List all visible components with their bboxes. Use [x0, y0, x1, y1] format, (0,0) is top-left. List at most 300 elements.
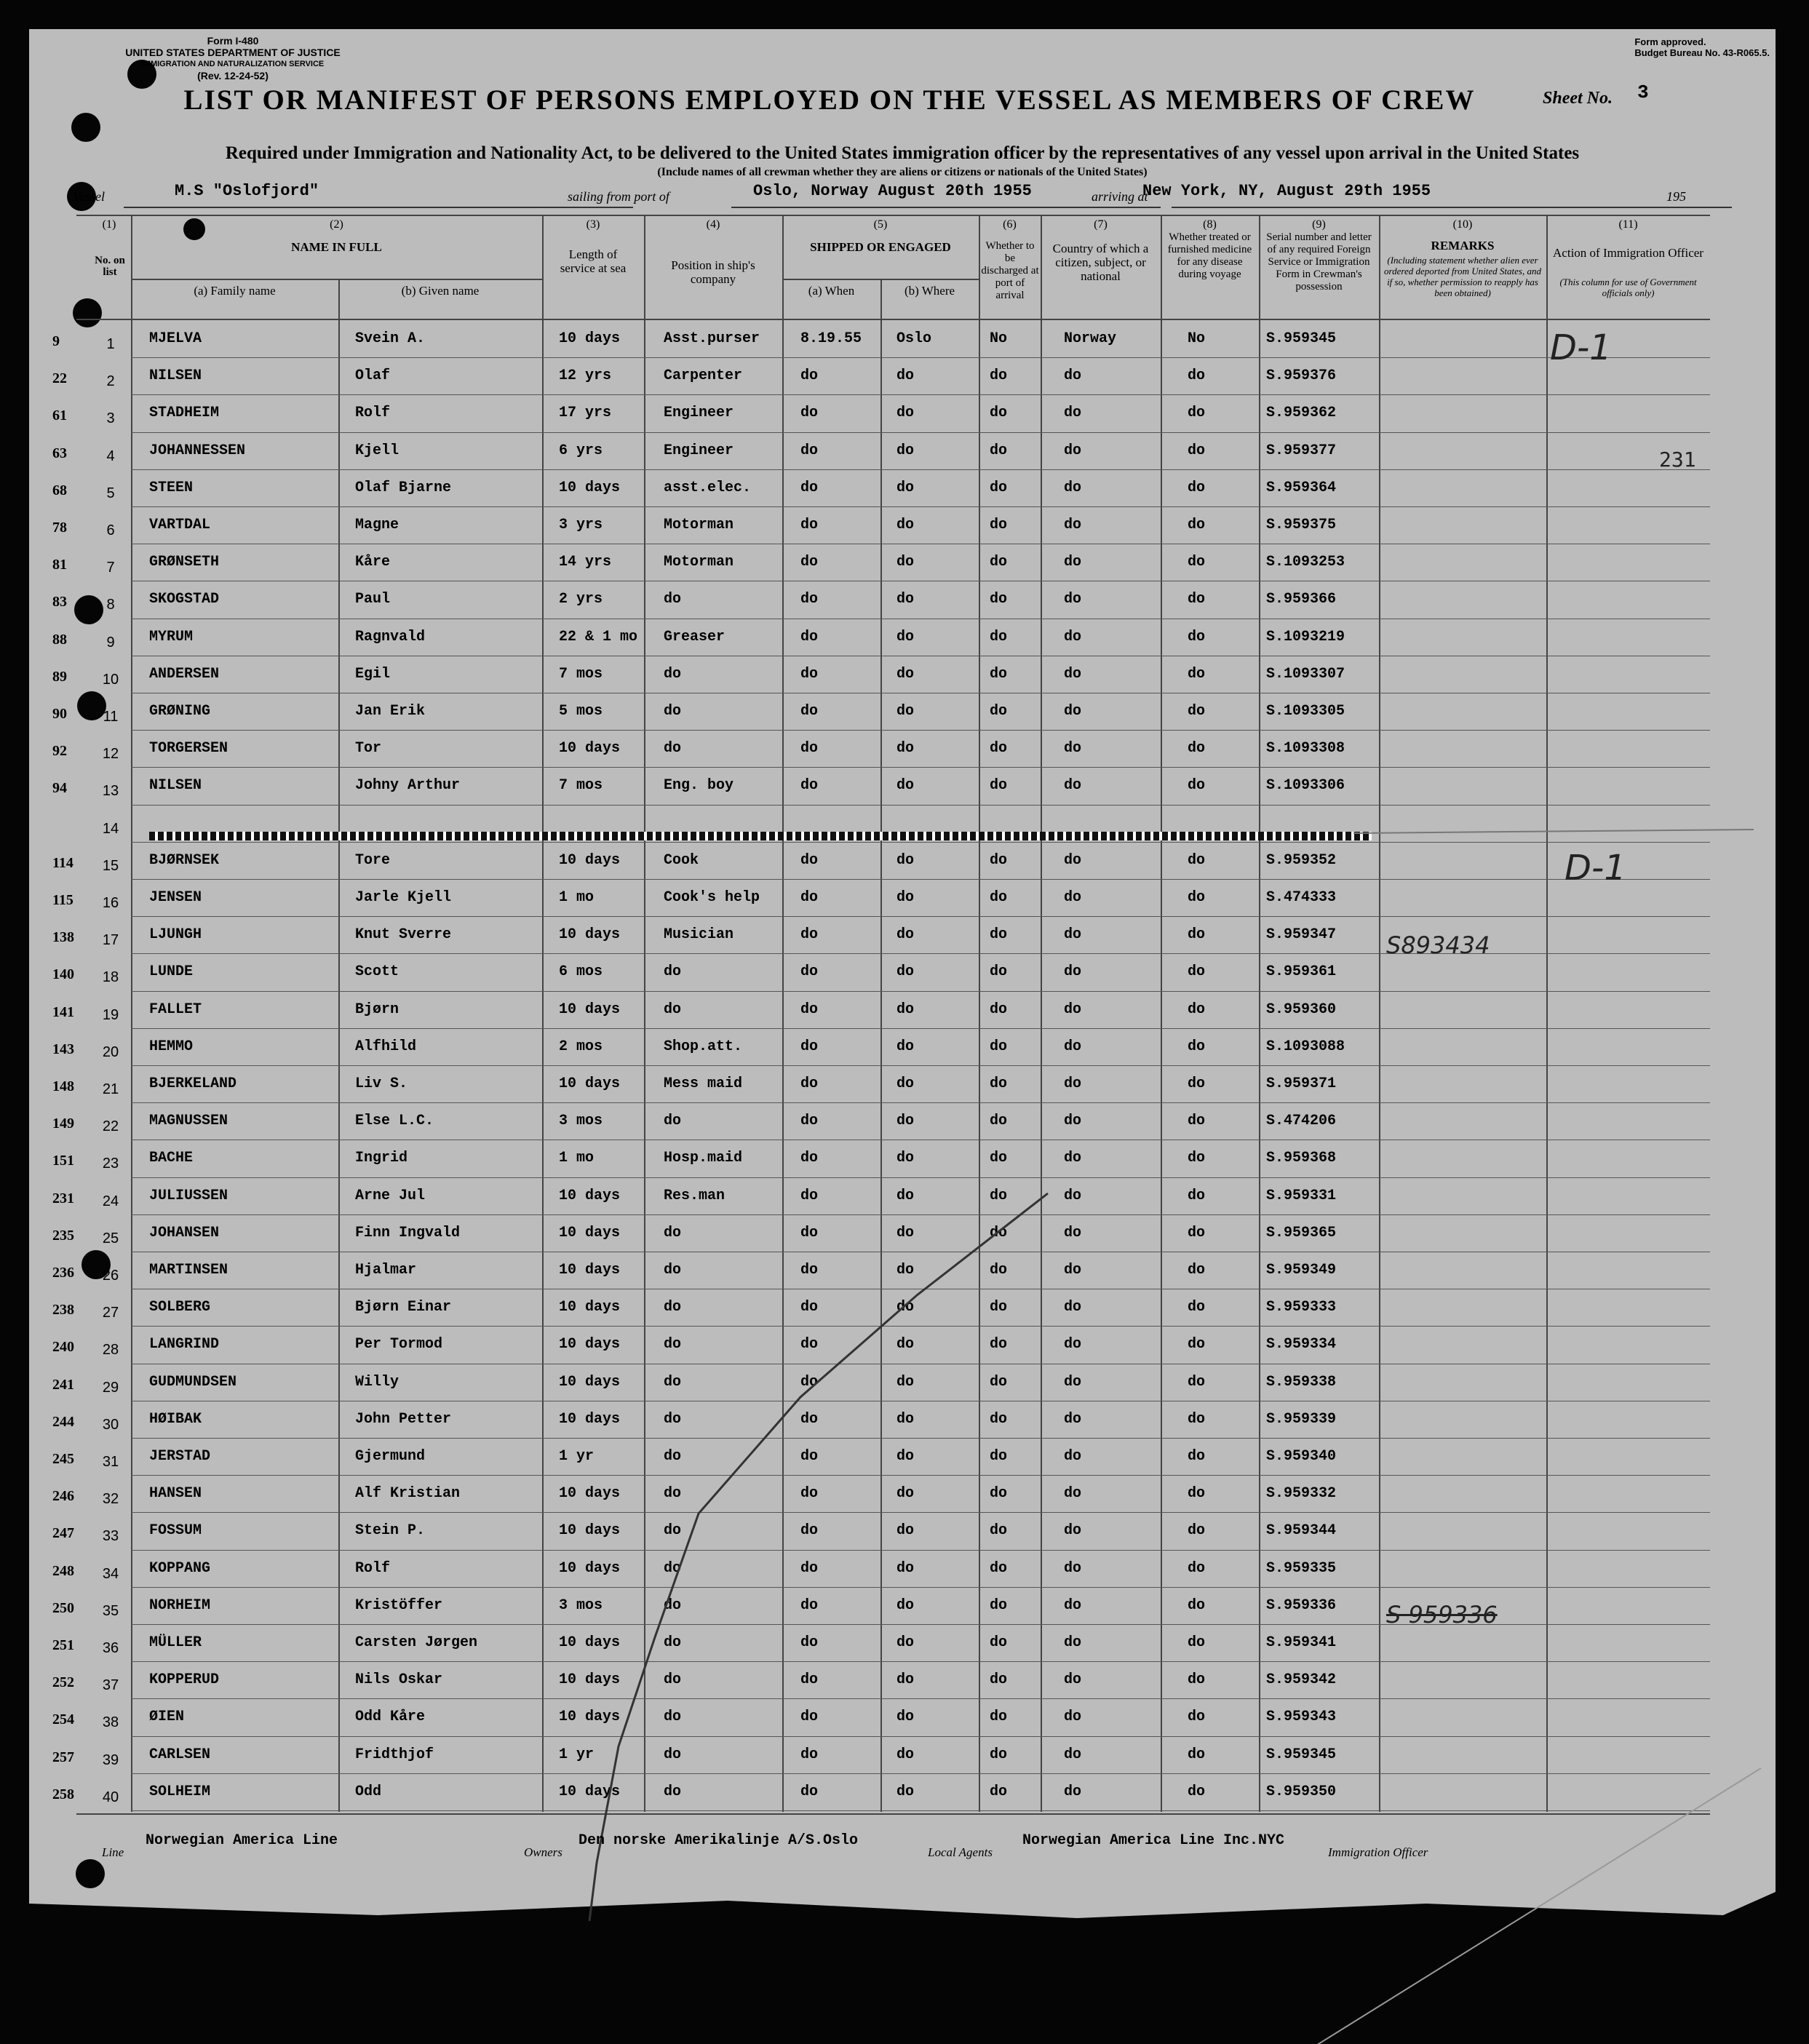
margin-number: 78	[52, 520, 67, 536]
cell-when: do	[800, 926, 819, 944]
cell-med: do	[1188, 1485, 1206, 1503]
footer-line-value: Norwegian America Line	[146, 1832, 338, 1849]
cell-when: do	[800, 554, 819, 571]
cell-country: do	[1064, 1299, 1082, 1316]
cell-med: do	[1188, 777, 1206, 795]
line-number: 4	[106, 448, 115, 464]
handwritten-d1-top: D-1	[1550, 327, 1612, 368]
cell-position: Engineer	[664, 405, 734, 422]
cell-given: Paul	[355, 591, 391, 608]
cell-position: Carpenter	[664, 367, 743, 385]
cell-position: do	[664, 1262, 682, 1279]
line-number: 21	[102, 1081, 119, 1097]
cell-family: ANDERSEN	[149, 665, 220, 683]
cell-family: SOLBERG	[149, 1299, 211, 1316]
footer-agents-value: Norwegian America Line Inc.NYC	[1022, 1832, 1285, 1849]
cell-med: do	[1188, 1596, 1206, 1614]
cell-when: do	[800, 1559, 819, 1577]
col11-note: (This column for use of Government officials only)	[1559, 277, 1697, 298]
cell-disch: do	[990, 1038, 1008, 1055]
cell-disch: do	[990, 479, 1008, 496]
cell-country: do	[1064, 963, 1082, 981]
cell-position: do	[664, 1709, 682, 1726]
cell-service: 10 days	[559, 1485, 621, 1503]
cell-position: Eng. boy	[664, 777, 734, 795]
cell-med: do	[1188, 517, 1206, 533]
cell-service: 10 days	[559, 1262, 621, 1279]
cell-position: Cook	[664, 851, 699, 869]
cell-disch: do	[990, 1709, 1008, 1726]
col2b-header: (b) Given name	[401, 284, 480, 298]
line-number: 19	[102, 1006, 119, 1023]
handwritten-d1-mid: D-1	[1565, 848, 1626, 888]
col5-number: (5)	[873, 218, 888, 231]
cell-position: Asst.purser	[664, 330, 760, 347]
cell-given: Kristöffer	[355, 1596, 443, 1614]
cell-country: do	[1064, 442, 1082, 459]
sailing-value: Oslo, Norway August 20th 1955	[753, 182, 1032, 200]
line-number: 30	[102, 1416, 119, 1433]
cell-when: do	[800, 1336, 819, 1353]
cell-where: do	[896, 1559, 915, 1577]
cell-where: do	[896, 628, 915, 645]
cell-service: 10 days	[559, 1336, 621, 1353]
cell-where: Oslo	[896, 330, 932, 347]
cell-where: do	[896, 665, 915, 683]
cell-position: do	[664, 1373, 682, 1391]
col5a-header: (a) When	[808, 284, 855, 298]
cell-given: Magne	[355, 517, 399, 533]
col9-number: (9)	[1312, 218, 1326, 231]
cell-disch: do	[990, 628, 1008, 645]
cell-country: do	[1064, 1224, 1082, 1241]
cell-serial: S.959347	[1266, 926, 1337, 944]
cell-where: do	[896, 1001, 915, 1018]
cell-when: do	[800, 1299, 819, 1316]
cell-country: do	[1064, 1075, 1082, 1092]
cell-given: Ragnvald	[355, 628, 426, 645]
cell-when: do	[800, 1410, 819, 1428]
cell-position: Cook's help	[664, 889, 760, 906]
cell-given: Arne Jul	[355, 1187, 426, 1204]
cell-med: do	[1188, 1075, 1206, 1092]
footer-owners-value: Den norske Amerikalinje A/S.Oslo	[579, 1832, 859, 1849]
cell-country: do	[1064, 665, 1082, 683]
cell-family: VARTDAL	[149, 517, 211, 533]
cell-country: do	[1064, 1262, 1082, 1279]
col5b-header: (b) Where	[904, 284, 955, 298]
cell-disch: do	[990, 1671, 1008, 1689]
cell-given: Kåre	[355, 554, 391, 571]
cell-when: do	[800, 1596, 819, 1614]
cell-disch: do	[990, 554, 1008, 571]
cell-given: Liv S.	[355, 1075, 408, 1092]
page-subnote: (Include names of all crewman whether they are aliens or citizens or nationals of the United States)	[657, 166, 1148, 178]
cell-when: do	[800, 1671, 819, 1689]
cell-when: do	[800, 740, 819, 757]
margin-number: 115	[52, 892, 73, 908]
cell-disch: do	[990, 1336, 1008, 1353]
cell-given: Olaf Bjarne	[355, 479, 452, 496]
cell-family: STEEN	[149, 479, 194, 496]
cell-service: 10 days	[559, 1559, 621, 1577]
cell-service: 10 days	[559, 1671, 621, 1689]
cell-where: do	[896, 1448, 915, 1465]
cell-given: John Petter	[355, 1410, 452, 1428]
margin-number: 83	[52, 594, 67, 611]
cell-position: Hosp.maid	[664, 1150, 743, 1167]
col4-header: Position in ship's company	[671, 258, 755, 286]
cell-disch: do	[990, 1559, 1008, 1577]
sailing-label: sailing from port of	[568, 189, 669, 204]
margin-number: 149	[52, 1116, 74, 1132]
cell-disch: do	[990, 1299, 1008, 1316]
cell-serial: S.959364	[1266, 479, 1337, 496]
cell-family: LUNDE	[149, 963, 194, 981]
handwritten-serial-correction-35: S 959336	[1386, 1601, 1498, 1629]
line-number: 13	[102, 783, 119, 800]
cell-position: do	[664, 1485, 682, 1503]
cell-country: do	[1064, 591, 1082, 608]
cell-country: do	[1064, 1448, 1082, 1465]
cell-where: do	[896, 1336, 915, 1353]
cell-service: 10 days	[559, 1709, 621, 1726]
footer-line-label: Line	[102, 1845, 124, 1859]
cell-serial: S.959339	[1266, 1410, 1337, 1428]
col8-header: Whether treated or furnished medicine for any disease during voyage	[1167, 231, 1252, 280]
cell-med: do	[1188, 665, 1206, 683]
cell-service: 10 days	[559, 1075, 621, 1092]
cell-position: do	[664, 1448, 682, 1465]
cell-service: 2 yrs	[559, 591, 603, 608]
cell-when: do	[800, 889, 819, 906]
line-number: 29	[102, 1379, 119, 1396]
cell-service: 10 days	[559, 1187, 621, 1204]
cell-when: do	[800, 1001, 819, 1018]
cell-disch: do	[990, 1001, 1008, 1018]
margin-number: 246	[52, 1488, 74, 1505]
cell-where: do	[896, 851, 915, 869]
cell-disch: do	[990, 1187, 1008, 1204]
cell-when: do	[800, 963, 819, 981]
cell-family: CARLSEN	[149, 1746, 211, 1763]
cell-family: GRØNSETH	[149, 554, 220, 571]
cell-given: Bjørn	[355, 1001, 399, 1018]
cell-service: 10 days	[559, 740, 621, 757]
col3-header: Length of service at sea	[560, 247, 627, 275]
col10-note: (Including statement whether alien ever ordered deported from United States, and if so, whether permission to reapply has been obtained)	[1384, 255, 1541, 298]
margin-number: 254	[52, 1711, 74, 1728]
cell-where: do	[896, 1299, 915, 1316]
cell-med: do	[1188, 740, 1206, 757]
cell-where: do	[896, 442, 915, 459]
cell-position: do	[664, 1522, 682, 1540]
cell-where: do	[896, 1038, 915, 1055]
cell-med: do	[1188, 442, 1206, 459]
cell-given: Tor	[355, 740, 382, 757]
cell-country: do	[1064, 926, 1082, 944]
cell-family: GUDMUNDSEN	[149, 1373, 237, 1391]
cell-disch: do	[990, 665, 1008, 683]
cell-service: 10 days	[559, 1001, 621, 1018]
margin-number: 244	[52, 1413, 74, 1430]
line-number: 39	[102, 1751, 119, 1768]
margin-number: 63	[52, 445, 67, 461]
margin-number: 88	[52, 631, 67, 648]
cell-where: do	[896, 1634, 915, 1651]
cell-family: SOLHEIM	[149, 1783, 211, 1800]
cell-country: do	[1064, 1746, 1082, 1763]
cell-serial: S.959360	[1266, 1001, 1337, 1018]
service-name: IMMIGRATION AND NATURALIZATION SERVICE	[141, 60, 325, 68]
cell-serial: S.959377	[1266, 442, 1337, 459]
cell-given: Hjalmar	[355, 1262, 417, 1279]
cell-given: Kjell	[355, 442, 399, 459]
col8-number: (8)	[1203, 218, 1217, 231]
cell-given: Odd Kåre	[355, 1709, 426, 1726]
col2-number: (2)	[330, 218, 343, 231]
line-number: 11	[103, 709, 119, 725]
line-number: 25	[102, 1230, 119, 1246]
cell-disch: do	[990, 591, 1008, 608]
cell-where: do	[896, 1746, 915, 1763]
cell-serial: S.959332	[1266, 1485, 1337, 1503]
line-number: 18	[102, 969, 119, 986]
form-revision: (Rev. 12-24-52)	[197, 70, 269, 81]
cell-when: do	[800, 1075, 819, 1092]
col10-number: (10)	[1452, 218, 1473, 231]
cell-family: KOPPANG	[149, 1559, 211, 1577]
cell-where: do	[896, 1075, 915, 1092]
cell-serial: S.959340	[1266, 1448, 1337, 1465]
cell-where: do	[896, 777, 915, 795]
cell-country: do	[1064, 1522, 1082, 1540]
cell-country: do	[1064, 889, 1082, 906]
cell-given: Olaf	[355, 367, 391, 385]
cell-given: Johny Arthur	[355, 777, 461, 795]
cell-disch: do	[990, 777, 1008, 795]
line-number: 1	[106, 336, 115, 352]
cell-given: Willy	[355, 1373, 399, 1391]
agency-name: UNITED STATES DEPARTMENT OF JUSTICE	[125, 47, 341, 58]
margin-number: 22	[52, 370, 67, 387]
cell-serial: S.959350	[1266, 1783, 1337, 1800]
cell-when: do	[800, 1522, 819, 1540]
col7-number: (7)	[1094, 218, 1108, 231]
footer-immigration-label: Immigration Officer	[1328, 1845, 1428, 1859]
cell-country: do	[1064, 777, 1082, 795]
cell-country: do	[1064, 628, 1082, 645]
arriving-label: arriving at	[1092, 189, 1148, 204]
col11-number: (11)	[1618, 218, 1638, 231]
cell-med: do	[1188, 1448, 1206, 1465]
cell-med: do	[1188, 1113, 1206, 1130]
line-number: 10	[102, 671, 119, 688]
cell-family: STADHEIM	[149, 405, 220, 422]
cell-when: do	[800, 1150, 819, 1167]
cell-service: 12 yrs	[559, 367, 612, 385]
cell-given: Jan Erik	[355, 703, 426, 720]
cell-disch: do	[990, 703, 1008, 720]
cell-service: 3 mos	[559, 1596, 603, 1614]
cell-where: do	[896, 926, 915, 944]
cell-where: do	[896, 1150, 915, 1167]
cell-family: MYRUM	[149, 628, 194, 645]
cell-disch: do	[990, 963, 1008, 981]
col11-header: Action of Immigration Officer	[1553, 246, 1703, 260]
col6-number: (6)	[1003, 218, 1017, 231]
cell-where: do	[896, 517, 915, 533]
cell-med: do	[1188, 1336, 1206, 1353]
cell-when: do	[800, 1262, 819, 1279]
col9-header: Serial number and letter of any required Foreign Service or Immigration Form in Crewman's possession	[1266, 231, 1372, 293]
cell-family: JOHANNESSEN	[149, 442, 246, 459]
handwritten-231: 231	[1659, 448, 1696, 472]
cell-disch: do	[990, 405, 1008, 422]
margin-number: 248	[52, 1562, 74, 1579]
cell-where: do	[896, 703, 915, 720]
cell-given: Fridthjof	[355, 1746, 434, 1763]
cell-given: Else L.C.	[355, 1113, 434, 1130]
cell-med: do	[1188, 1709, 1206, 1726]
cell-serial: S.959368	[1266, 1150, 1337, 1167]
cell-serial: S.959376	[1266, 367, 1337, 385]
cell-service: 1 yr	[559, 1746, 595, 1763]
line-number: 26	[102, 1268, 119, 1284]
line-number: 32	[102, 1491, 119, 1508]
margin-number: 240	[52, 1339, 74, 1356]
cell-med: do	[1188, 1373, 1206, 1391]
page-title: LIST OR MANIFEST OF PERSONS EMPLOYED ON THE VESSEL AS MEMBERS OF CREW	[183, 84, 1476, 116]
cell-family: KOPPERUD	[149, 1671, 220, 1689]
cell-when: do	[800, 1746, 819, 1763]
line-number: 36	[102, 1640, 119, 1656]
cell-med: do	[1188, 1262, 1206, 1279]
margin-number: 236	[52, 1265, 74, 1281]
cell-service: 3 yrs	[559, 517, 603, 533]
cell-serial: S.959366	[1266, 591, 1337, 608]
cell-where: do	[896, 889, 915, 906]
cell-service: 17 yrs	[559, 405, 612, 422]
cell-med: do	[1188, 1783, 1206, 1800]
cell-given: Odd	[355, 1783, 382, 1800]
cell-where: do	[896, 1522, 915, 1540]
cell-family: SKOGSTAD	[149, 591, 220, 608]
line-number: 20	[102, 1043, 119, 1060]
cell-given: Svein A.	[355, 330, 426, 347]
cell-med: do	[1188, 703, 1206, 720]
cell-serial: S.959375	[1266, 517, 1337, 533]
cell-position: do	[664, 1559, 682, 1577]
cell-country: do	[1064, 1187, 1082, 1204]
cell-position: Motorman	[664, 517, 734, 533]
cell-med: do	[1188, 405, 1206, 422]
cell-country: do	[1064, 1596, 1082, 1614]
cell-given: Bjørn Einar	[355, 1299, 452, 1316]
margin-number: 245	[52, 1451, 74, 1467]
cell-disch: do	[990, 740, 1008, 757]
margin-number: 138	[52, 929, 74, 946]
cell-med: do	[1188, 1522, 1206, 1540]
cell-serial: S.1093306	[1266, 777, 1345, 795]
cell-given: Knut Sverre	[355, 926, 452, 944]
margin-number: 238	[52, 1302, 74, 1319]
line-number: 33	[102, 1528, 119, 1545]
cell-service: 22 & 1 mo	[559, 628, 638, 645]
cell-serial: S.959345	[1266, 1746, 1337, 1763]
line-number: 5	[106, 485, 115, 501]
cell-when: do	[800, 851, 819, 869]
footer-agents-label: Local Agents	[928, 1845, 993, 1859]
arriving-value: New York, NY, August 29th 1955	[1142, 182, 1431, 200]
cell-disch: do	[990, 1224, 1008, 1241]
cell-service: 10 days	[559, 1373, 621, 1391]
cell-position: do	[664, 1410, 682, 1428]
cell-given: Gjermund	[355, 1448, 426, 1465]
cell-family: MARTINSEN	[149, 1262, 228, 1279]
cell-country: do	[1064, 1634, 1082, 1651]
cell-where: do	[896, 554, 915, 571]
col2a-header: (a) Family name	[194, 284, 276, 298]
cell-when: do	[800, 1783, 819, 1800]
col1-number: (1)	[102, 218, 116, 231]
line-number: 7	[106, 560, 115, 576]
cell-position: do	[664, 1671, 682, 1689]
cell-when: do	[800, 1485, 819, 1503]
cell-country: do	[1064, 1709, 1082, 1726]
cell-disch: do	[990, 1485, 1008, 1503]
cell-family: LJUNGH	[149, 926, 202, 944]
cell-country: do	[1064, 1410, 1082, 1428]
cell-med: do	[1188, 1746, 1206, 1763]
line-number: 38	[102, 1714, 119, 1731]
cell-service: 10 days	[559, 1522, 621, 1540]
cell-country: do	[1064, 740, 1082, 757]
cell-where: do	[896, 1187, 915, 1204]
page-subtitle: Required under Immigration and Nationality Act, to be delivered to the United States immigration officer by the representatives of any vessel upon arrival in the United States	[225, 143, 1580, 163]
cell-position: do	[664, 1299, 682, 1316]
cell-given: Jarle Kjell	[355, 889, 452, 906]
col7-header: Country of which a citizen, subject, or national	[1052, 242, 1149, 283]
cell-when: do	[800, 1634, 819, 1651]
cell-serial: S.959349	[1266, 1262, 1337, 1279]
cell-country: do	[1064, 851, 1082, 869]
cell-position: Res.man	[664, 1187, 725, 1204]
margin-number: 141	[52, 1003, 74, 1020]
cell-position: do	[664, 1001, 682, 1018]
cell-family: MÜLLER	[149, 1634, 202, 1651]
form-number: Form I-480	[207, 35, 259, 47]
cell-disch: do	[990, 1113, 1008, 1130]
cell-position: do	[664, 591, 682, 608]
cell-med: do	[1188, 1187, 1206, 1204]
cell-serial: S.959371	[1266, 1075, 1337, 1092]
cell-position: Greaser	[664, 628, 725, 645]
cell-med: do	[1188, 1299, 1206, 1316]
cell-country: do	[1064, 517, 1082, 533]
cell-service: 10 days	[559, 1783, 621, 1800]
margin-number: 89	[52, 668, 67, 685]
line-number: 24	[102, 1193, 119, 1209]
cell-country: do	[1064, 1783, 1082, 1800]
line-number: 40	[102, 1789, 119, 1805]
cell-disch: do	[990, 1150, 1008, 1167]
cell-disch: do	[990, 1634, 1008, 1651]
cell-family: MAGNUSSEN	[149, 1113, 228, 1130]
cell-service: 1 yr	[559, 1448, 595, 1465]
cell-family: JOHANSEN	[149, 1224, 220, 1241]
cell-service: 1 mo	[559, 1150, 595, 1167]
